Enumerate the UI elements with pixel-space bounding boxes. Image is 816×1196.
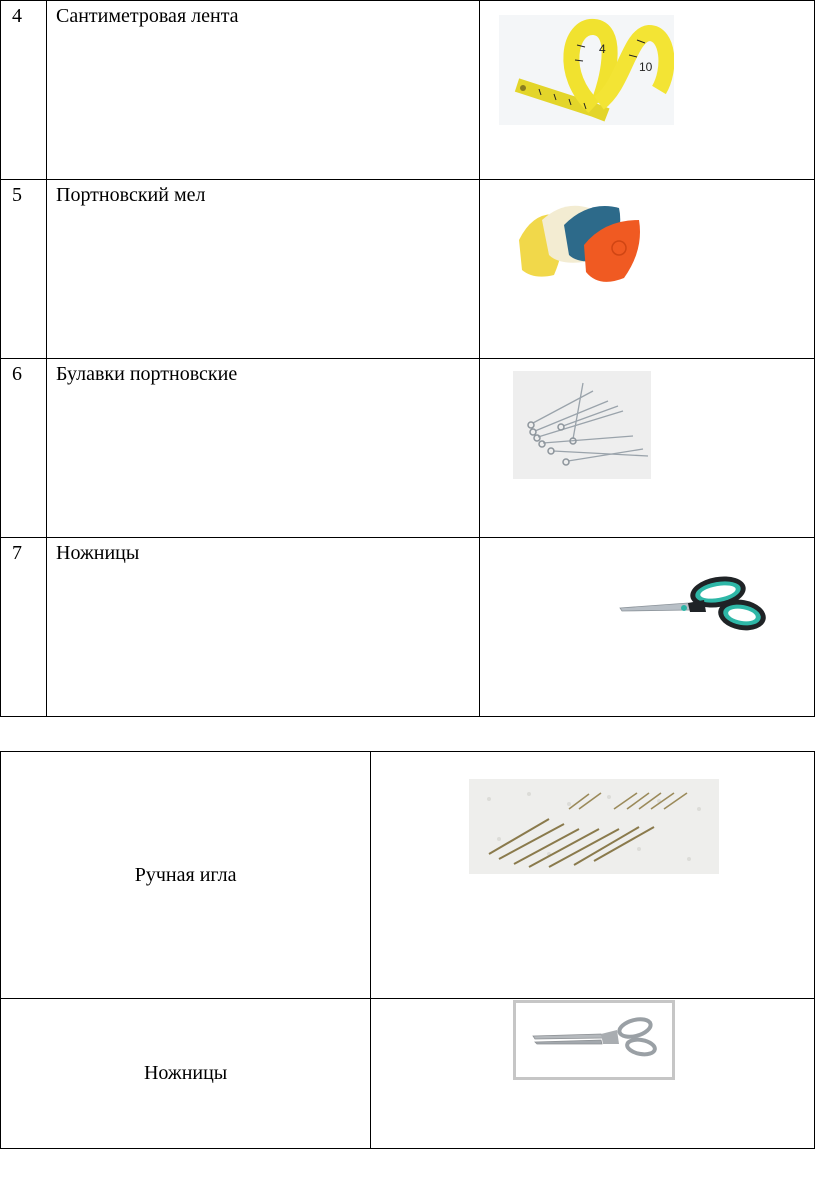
row-number: 6 bbox=[1, 359, 47, 538]
table-row bbox=[1, 999, 815, 1149]
tool-image-cell bbox=[480, 359, 815, 538]
table-row bbox=[1, 180, 815, 359]
tool-image-cell bbox=[371, 752, 815, 999]
tool-image-cell bbox=[480, 1, 815, 180]
table-row bbox=[1, 359, 815, 538]
measuring-tape-image bbox=[499, 15, 674, 125]
tool-image-cell bbox=[480, 180, 815, 359]
scissors-image bbox=[618, 570, 770, 632]
tool-name: Ручная игла bbox=[1, 752, 371, 999]
svg-text:10: 10 bbox=[639, 60, 653, 74]
hand-needles-image bbox=[469, 779, 719, 874]
sewing-pins-image bbox=[513, 371, 651, 479]
table-row bbox=[1, 538, 815, 717]
tool-name: Ножницы bbox=[47, 538, 480, 717]
tool-name: Ножницы bbox=[1, 999, 371, 1149]
table-row bbox=[1, 1, 815, 180]
row-number: 4 bbox=[1, 1, 47, 180]
svg-text:4: 4 bbox=[599, 42, 606, 56]
tools-table-2 bbox=[0, 751, 815, 1149]
table-row bbox=[1, 752, 815, 999]
tool-name: Булавки портновские bbox=[47, 359, 480, 538]
tool-name: Сантиметровая лента bbox=[47, 1, 480, 180]
row-number: 5 bbox=[1, 180, 47, 359]
row-number: 7 bbox=[1, 538, 47, 717]
tailor-chalk-image bbox=[514, 200, 654, 290]
tool-image-cell bbox=[371, 999, 815, 1149]
tool-name: Портновский мел bbox=[47, 180, 480, 359]
tool-image-cell bbox=[480, 538, 815, 717]
tailor-scissors-image bbox=[513, 1000, 675, 1080]
